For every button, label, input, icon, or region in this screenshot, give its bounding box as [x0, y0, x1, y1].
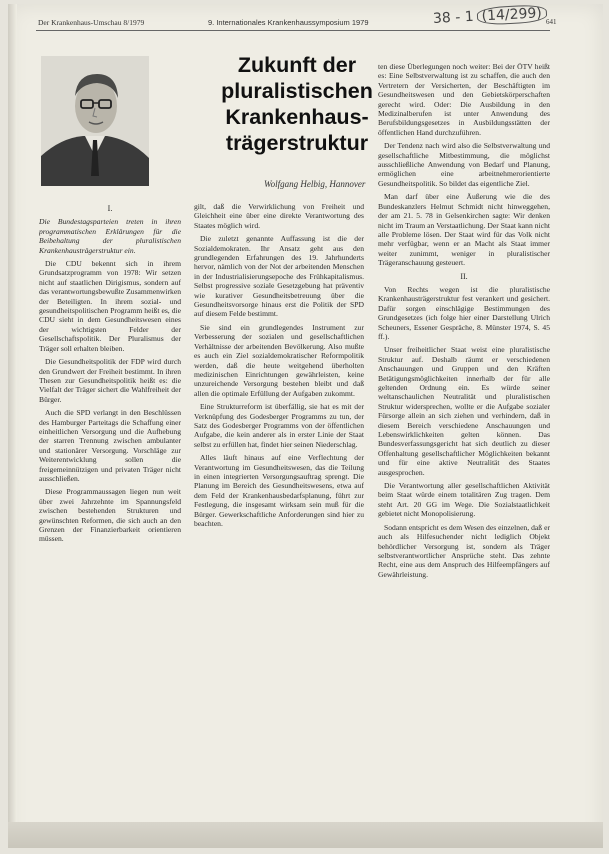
paragraph: Eine Strukturreform ist überfällig, sie hat es mit der Verknüpfung des Godesberger Programms zu tun, der Satz des Godesberger Programms von der öffentlichen Aufgabe, die kein anderer als in erster Linie der Staat selbst zu erfüllen hat, findet hier seinen Niederschlag. — [194, 402, 364, 449]
section-heading-i: I. — [107, 204, 113, 213]
page-number: 641 — [546, 18, 557, 26]
handwritten-archive-number: 38 - 1 (14/299) — [433, 4, 548, 28]
paragraph: Alles läuft hinaus auf eine Verflechtung der Verantwortung im Gesundheitswesen, das die Teilung in einen integrierten Versorgungsauftrag sprengt. Die Planung im Bereich des Gesundheitswesens, etwa auf dem Feld der Krankenhausbedarfsplanung, führt zur Festlegung, die insgesamt wirksam sein muß für die Bürger. Gewerkschaftliche Anforderungen sind hier zu beachten. — [194, 453, 364, 528]
page-binding-edge — [8, 4, 17, 848]
paragraph: ten diese Überlegungen noch weiter: Bei der ÖTV heißt es: Eine Selbstverwaltung ist zu schaffen, die auch den Vertretern der Versicherten, der Beschäftigten im Gesundheitswesen und den Gebietskörperschaften gerecht wird. Oder: Die Ausbildung in den Medizinalberufen ist unter Anwendung des Berufsbildungsgesetzes in Ausbildungsstätten der öffentlichen Hand durchzuführen. — [378, 62, 550, 137]
paragraph: Die Bundestagsparteien treten in ihren programmatischen Erklärungen für die Beibehaltung der pluralistischen Krankenhausträgerstruktur ein. — [39, 217, 181, 255]
section-heading-ii: II. — [460, 271, 468, 281]
paragraph: Man darf über eine Äußerung wie die des Bundeskanzlers Helmut Schmidt nicht hinweggehen, der am 21. 5. 78 in Gelsenkirchen sagte: Wir denken nicht im Traum an Verstaatlichung. Der Staat kann nicht alle Probleme lösen. Der Staat wird für das Volk nicht mehr verfügbar, wenn er an Macht als Staat immer weiter zunimmt, weniger in pluralistischer Trägeranschauung gesteuert. — [378, 192, 550, 268]
paragraph: Die Verantwortung aller gesellschaftlichen Aktivität beim Staat würde einem totalitären Zug tragen. Dem steht Art. 20 GG im Wege. Die Sozialstaatlichkeit gebietet nicht Monopolisierung. — [378, 481, 550, 519]
scan-bottom-margin — [8, 822, 603, 848]
header-rule — [36, 30, 550, 31]
paragraph: Sodann entspricht es dem Wesen des einzelnen, daß er auch als Hilfesuchender nicht lediglich Objekt behördlicher Versorgung ist, sondern als Träger selbstverantwortlicher Ansprüche steht. Das zehnte Recht, eine aus dem Anspruch des Hilfeempfängers auf Gewährleistung. — [378, 522, 550, 579]
running-header-left: Der Krankenhaus-Umschau 8/1979 — [38, 18, 145, 27]
text-column-3 — [378, 62, 550, 842]
text-column-1 — [39, 202, 181, 842]
text-column-2 — [194, 202, 364, 842]
paragraph: Auch die SPD verlangt in den Beschlüssen des Hamburger Parteitags die Schaffung einer einheitlichen Versorgung und die Aufhebung der starren Trennung zwischen ambulanter und stationärer Versorgung. Vorschläge zur Weiterentwicklung sollen die freigemeinnützigen und privaten Träger nicht ausschließen. — [39, 408, 181, 483]
paragraph: Die CDU bekennt sich in ihrem Grundsatzprogramm von 1978: Wir setzen nicht auf staatlichen Dirigismus, sondern auf das verantwortungsbewußte Zusammenwirken der Beteiligten. In ihrem sozial- und gesundheitspolitischen Programm heißt es, die CDU sieht in dem Gesundheitswesen eines der wichtigsten Felder der Gesellschaftspolitik. Der Pluralismus der Träger soll erhalten bleiben. — [39, 259, 181, 353]
paragraph: Der Tendenz nach wird also die Selbstverwaltung und gesellschaftliche Mitbestimmung, die möglichst ausschließliche Anwendung von Bedarf und Planung, ermöglichen eine arbeitnehmerorientierte Gesundheitspolitik. So bildet das eigentliche Ziel. — [378, 141, 550, 188]
paragraph: Die Gesundheitspolitik der FDP wird durch den Grundwert der Freiheit bestimmt. In ihren Thesen zur Gesundheitspolitik heißt es: die Vielfalt der Träger sichert die Wahlfreiheit der Bürger. — [39, 357, 181, 404]
paragraph: Sie sind ein grundlegendes Instrument zur Verbesserung der sozialen und gesellschaftlichen Verhältnisse der arbeitenden Bevölkerung. Also mußte es auch ein Ziel sozialdemokratischer Reformpolitik werden, daß die heute weitgehend überholten medizinischen Einrichtungen gewährleisten, keine unzureichende Versorgung bestehen bleibt und daß allen die optimale Erfüllung der Aufgaben zukommt. — [194, 322, 364, 398]
paragraph: gilt, daß die Verwirklichung von Freiheit und Gleichheit eine über eine direkte Verantwortung des Staates möglich wird. — [194, 202, 364, 230]
document-page — [8, 4, 603, 848]
running-header-center: 9. Internationales Krankenhaussymposium 1979 — [208, 18, 369, 27]
paragraph: Von Rechts wegen ist die pluralistische Krankenhausträgerstruktur fest verankert und gesichert. Dafür sorgen einschlägige Bestimmungen des Grundgesetzes (ich folge hier einer Darstellung Ulrich Scheuners, Essener Gespräche, 8. Münster 1974, S. 45 ff.). — [378, 284, 550, 341]
author-portrait-photo — [41, 56, 149, 186]
paragraph: Diese Programmaussagen liegen nun weit über zwei Jahrzehnte im Spannungsfeld zwischen bestehenden Strukturen und gewünschten Reformen, die sich auch an den Grenzen der Finanzierbarkeit orientieren müssen. — [39, 487, 181, 544]
paragraph: Unser freiheitlicher Staat weist eine pluralistische Struktur auf. Deshalb räumt er verschiedenen Anschauungen und Gruppen und den Kräften Betätigungsmöglichkeiten innerhalb der für alle geltenden Ordnung ein. Es würde seiner weltanschaulichen Neutralität und pluralistischen Struktur widersprechen, wollte er die Aufgabe sozialer Fürsorge allein an sich ziehen und verhindern, daß in diesem Bereich verschiedene Anschauungen und Lebenswirklichkeiten gelten können. Das Bundesverfassungsgericht hat sich deutlich zu dieser Offenhaltung gesellschaftlicher Möglichkeiten bekannt und für eine aktive Neutralität des Staates ausgesprochen. — [378, 345, 550, 477]
article-author: Wolfgang Helbig, Hannover — [264, 179, 366, 189]
paragraph: Die zuletzt genannte Auffassung ist die der Sozialdemokraten. Ihr Ansatz geht aus den grundlegenden Erfahrungen des 19. Jahrhunderts hervor, nämlich von der Not der arbeitenden Menschen in der Industrialisierungsepoche des Frühkapitalismus. Selbst progressive soziale Gesetzgebung hat präventiv wie kurativer Gesundheitsbetreuung über die Gesundheitsvorsorge hinaus erst die Politik der SPD auf diesem Felde bestimmt. — [194, 234, 364, 319]
article-title: Zukunft der pluralistischen Krankenhaus- trägerstruktur — [221, 53, 373, 155]
